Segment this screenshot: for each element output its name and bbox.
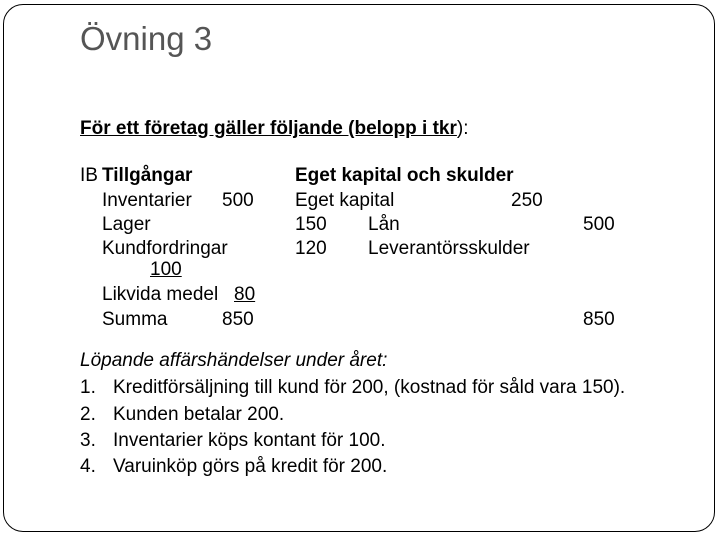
intro-text [80, 118, 468, 140]
lan-value: 500 [583, 214, 615, 235]
assets-heading: Tillgångar [102, 165, 193, 186]
intro-tail: ): [456, 118, 469, 139]
event-text-2: Kunden betalar 200. [113, 404, 285, 425]
lager-value: 150 [295, 214, 327, 235]
asset-value-summa: 850 [222, 309, 254, 330]
event-text-1: Kreditförsäljning till kund för 200, (kostnad för såld vara 150). [113, 377, 626, 398]
asset-label-lager: Lager [102, 214, 151, 235]
events-heading: Löpande affärshändelser under året: [80, 350, 388, 371]
asset-label-likvida: Likvida medel [102, 284, 219, 305]
event-number-4: 4. [80, 456, 96, 477]
asset-value-inventarier: 500 [222, 190, 254, 211]
kundfordringar-value: 120 [295, 238, 327, 259]
slide-title: Övning 3 [80, 20, 213, 57]
event-number-1: 1. [80, 377, 96, 398]
liabilities-summa-value: 850 [583, 309, 615, 330]
event-text-3: Inventarier köps kontant för 100. [113, 430, 386, 451]
event-text-4: Varuinköp görs på kredit för 200. [113, 456, 388, 477]
asset-value-100: 100 [150, 259, 182, 280]
asset-label-inventarier: Inventarier [102, 190, 192, 211]
leverantorsskulder-label: Leverantörsskulder [368, 238, 530, 259]
asset-value-likvida: 80 [234, 284, 256, 305]
eget-kapital-value: 250 [511, 190, 543, 211]
intro-main: För ett företag gäller följande (belopp i tkr [80, 118, 457, 139]
event-number-3: 3. [80, 430, 96, 451]
event-number-2: 2. [80, 404, 96, 425]
eget-kapital-label: Eget kapital [295, 190, 395, 211]
asset-label-summa: Summa [102, 309, 168, 330]
ib-label: IB [80, 165, 98, 186]
asset-label-kundfordringar: Kundfordringar [102, 238, 228, 259]
slide-frame [3, 4, 715, 532]
liabilities-heading: Eget kapital och skulder [295, 165, 514, 186]
lan-label: Lån [368, 214, 400, 235]
